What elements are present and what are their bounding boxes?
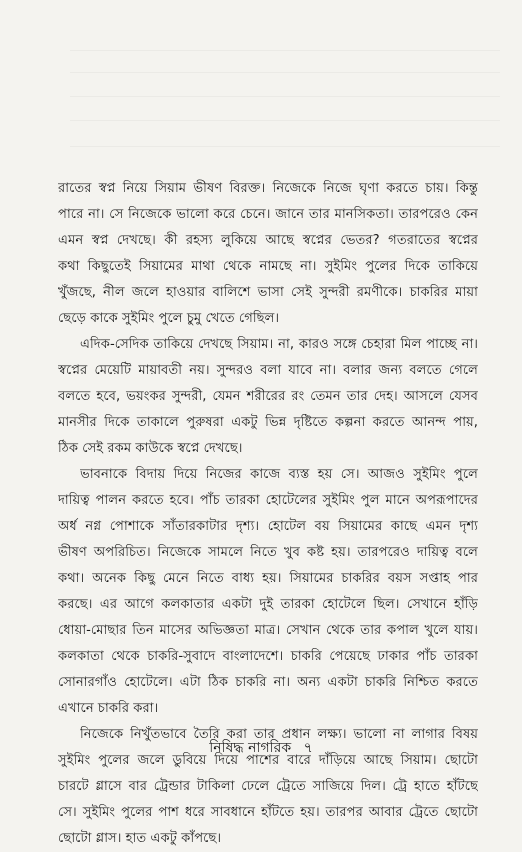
paragraph-start: ভাবনাকে বিদায় দিয়ে নিজের কাজে ব্যস্ত হয় সে। আজও সুইমিং পুলে (80, 467, 478, 482)
text-line: কথা কিছুতেই সিয়ামের মাথা থেকে নামছে না। সুইমিং পুলের দিকে তাকিয়ে (58, 259, 478, 274)
text-line: খুঁজছে, নীল জলে হাওয়ার বালিশে ভাসা সেই সুন্দরী রমণীকে। চাকরির মায়া (58, 285, 478, 300)
page-footer (0, 737, 522, 759)
paragraph-start: নিজেকে নিখুঁতভাবে তৈরি করা তার প্রধান লক্ষ্য। ভালো না লাগার বিষয় (80, 727, 478, 742)
paragraph-start: এদিক-সেদিক তাকিয়ে দেখছে সিয়াম। না, কারও সঙ্গে চেহারা মিল পাচ্ছে না। (80, 337, 478, 352)
text-line: এখানে চাকরি করা। (58, 701, 159, 716)
text-line: বলতে হবে, ভয়ংকর সুন্দরী, যেমন শরীরের রং তেমন তার দেহ। আসলে যেসব (58, 389, 478, 404)
text-line: ছেড়ে কাকে সুইমিং পুলে চুমু খেতে গেছিল। (58, 311, 280, 326)
text-line: অর্ধ নগ্ন পোশাকে সাঁতারকাটার দৃশ্য। হোটেল বয় সিয়ামের কাছে এমন দৃশ্য (58, 519, 478, 534)
text-line: পারে না। সে নিজেকে ভালো করে চেনে। জানে তার মানসিকতা। তারপরেও কেন (58, 207, 478, 222)
text-line: চারটে গ্লাসে বার ট্রেন্ডার টাকিলা ঢেলে ট্রেতে সাজিয়ে দিল। ট্রে হাতে হাঁটছে (58, 779, 478, 794)
text-line: ঠিক সেই রকম কাউকে স্বপ্নে দেখছে। (58, 441, 243, 456)
book-title: নিষিদ্ধ নাগরিক (209, 740, 292, 756)
text-line: ধোয়া-মোছার তিন মাসের অভিজ্ঞতা মাত্র। সেখান থেকে তার কপাল খুলে যায়। (58, 623, 478, 638)
text-line: ভীষণ অপরিচিত। নিজেকে সামলে নিতে খুব কষ্ট হয়। তারপরেও দায়িত্ব বলে (58, 545, 478, 560)
text-line: সে। সুইমিং পুলের পাশ ধরে সাবধানে হাঁটতে হয়। তারপর আবার ট্রেতে ছোটো (58, 805, 478, 820)
text-line: রাতের স্বপ্ন নিয়ে সিয়াম ভীষণ বিরক্ত। নিজেকে নিজে ঘৃণা করতে চায়। কিন্তু (58, 181, 478, 196)
text-line: ছোটো গ্লাস। হাত একটু কাঁপছে। (58, 831, 222, 846)
text-line: এমন স্বপ্ন দেখছে। কী রহস্য লুকিয়ে আছে স্বপ্নের ভেতর? গতরাতের স্বপ্নের (58, 233, 478, 248)
page-number: ৭ (303, 740, 313, 756)
text-line: কলকাতা থেকে চাকরি-সুবাদে বাংলাদেশে। চাকরি পেয়েছে ঢাকার পাঁচ তারকা (58, 649, 478, 664)
text-line: কথা। অনেক কিছু মেনে নিতে বাধ্য হয়। সিয়ামের চাকরির বয়স সপ্তাহ পার (58, 571, 478, 586)
text-line: সুইমিং পুলের জলে ডুবিয়ে দিয়ে পাশের বারে দাঁড়িয়ে আছে সিয়াম। ছোটো (58, 753, 478, 768)
text-line: মানসীর দিকে তাকালে পুরুষরা একটু ভিন্ন দৃষ্টিতে কল্পনা করতে আনন্দ পায়, (58, 415, 478, 430)
text-line: সোনারগাঁও হোটেলে। এটা ঠিক চাকরি না। অন্য একটা চাকরি নিশ্চিত করতে (58, 675, 478, 690)
text-line: করছে। এর আগে কলকাতার একটা দুই তারকা হোটেলে ছিল। সেখানে হাঁড়ি (58, 597, 478, 612)
text-line: স্বপ্নের মেয়েটি মায়াবতী নয়। সুন্দরও বলা যাবে না। বলার জন্য বলতে গেলে (58, 363, 478, 378)
text-line: দায়িত্ব পালন করতে হবে। পাঁচ তারকা হোটেলের সুইমিং পুল মানে অপরূপাদের (58, 493, 478, 508)
